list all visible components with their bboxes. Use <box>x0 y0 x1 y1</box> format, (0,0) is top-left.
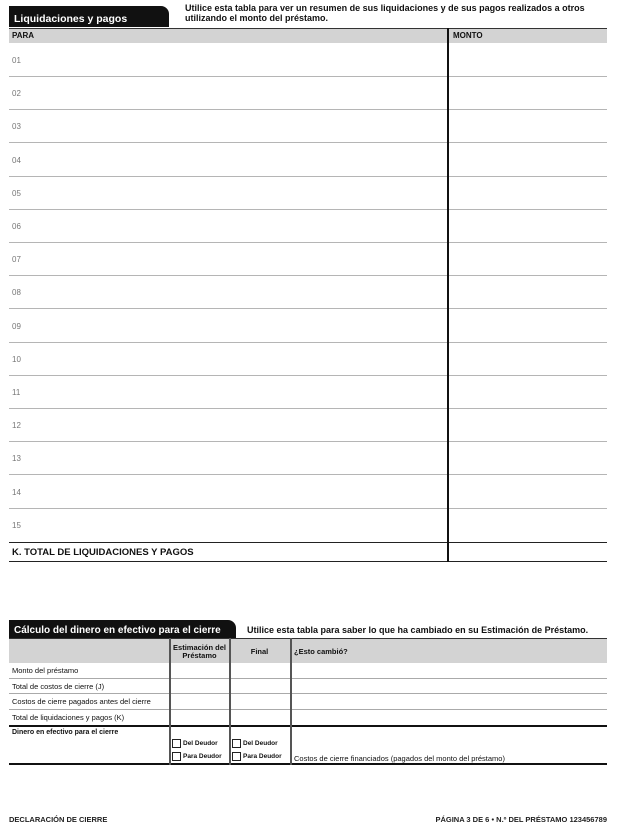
table-row <box>9 144 607 177</box>
table-row <box>9 110 607 143</box>
row-label: Dinero en efectivo para el cierre <box>12 729 119 736</box>
row-number: 05 <box>12 188 21 198</box>
checkbox-label: Del Deudor <box>183 740 218 747</box>
final-del-deudor-checkbox[interactable] <box>232 739 278 748</box>
table-row <box>9 409 607 442</box>
row-number: 12 <box>12 421 21 431</box>
table-row <box>9 476 607 509</box>
section-tab-calculo <box>9 620 236 638</box>
checkbox-icon[interactable] <box>232 752 241 761</box>
row-number: 08 <box>12 288 21 298</box>
table-row <box>9 679 607 695</box>
section-tab-liquidaciones <box>9 6 169 27</box>
dinero-row <box>9 725 607 765</box>
column-divider <box>447 28 449 562</box>
row-number: 07 <box>12 255 21 265</box>
column-divider <box>169 638 171 765</box>
table-row <box>9 509 607 542</box>
table-row <box>9 376 607 409</box>
estimacion-del-deudor-checkbox[interactable] <box>172 739 218 748</box>
table-row <box>9 276 607 309</box>
financed-note: Costos de cierre financiados (pagados del monto del préstamo) <box>294 754 505 763</box>
checkbox-label: Para Deudor <box>183 753 222 760</box>
column-header-cambio: ¿Esto cambió? <box>294 646 348 656</box>
row-label: Total de costos de cierre (J) <box>12 681 105 691</box>
row-number: 06 <box>12 222 21 231</box>
footer-document-title: DECLARACIÓN DE CIERRE <box>9 815 108 824</box>
table-row <box>9 310 607 343</box>
table-row <box>9 694 607 710</box>
column-header-para: PARA <box>12 31 35 40</box>
table-header <box>9 28 607 43</box>
table-row <box>9 44 607 77</box>
table-row <box>9 343 607 376</box>
row-label: Monto del préstamo <box>12 666 79 675</box>
section-title: Liquidaciones y pagos <box>14 13 128 25</box>
table-row <box>9 663 607 679</box>
table-row <box>9 710 607 726</box>
checkbox-label: Del Deudor <box>243 740 278 747</box>
table-row <box>9 243 607 276</box>
row-number: 04 <box>12 155 21 165</box>
column-header-estimacion: Estimación del Préstamo <box>173 642 226 660</box>
table-row <box>9 210 607 243</box>
row-number: 10 <box>12 354 21 364</box>
column-divider <box>229 638 231 765</box>
section-instruction: Utilice esta tabla para ver un resumen de sus liquidaciones y de sus pagos realizados a otros utilizando el monto del préstamo. <box>185 3 585 23</box>
footer-page-info: PÁGINA 3 DE 6 • N.º DEL PRÉSTAMO 123456789 <box>435 815 607 824</box>
row-number: 09 <box>12 321 21 331</box>
checkbox-icon[interactable] <box>172 752 181 761</box>
table-row <box>9 77 607 110</box>
total-row <box>9 542 607 562</box>
row-label: Costos de cierre pagados antes del cierre <box>12 697 151 706</box>
row-number: 02 <box>12 89 21 99</box>
section-title: Cálculo del dinero en efectivo para el cierre <box>14 625 221 636</box>
total-label: K. TOTAL DE LIQUIDACIONES Y PAGOS <box>12 547 194 558</box>
column-divider <box>290 638 292 765</box>
row-label: Total de liquidaciones y pagos (K) <box>12 712 125 722</box>
section-instruction: Utilice esta tabla para saber lo que ha cambiado en su Estimación de Préstamo. <box>247 625 589 635</box>
final-para-deudor-checkbox[interactable] <box>232 752 282 761</box>
table-header <box>9 638 607 663</box>
row-number: 01 <box>12 56 21 65</box>
column-header-final: Final <box>250 646 269 656</box>
row-number: 15 <box>12 520 21 530</box>
checkbox-icon[interactable] <box>232 739 241 748</box>
row-number: 14 <box>12 487 21 497</box>
table-row <box>9 177 607 210</box>
table-row <box>9 442 607 475</box>
row-number: 13 <box>12 454 21 464</box>
row-number: 11 <box>12 388 21 397</box>
column-header-monto: MONTO <box>453 31 483 40</box>
row-number: 03 <box>12 122 21 132</box>
checkbox-label: Para Deudor <box>243 753 282 760</box>
checkbox-icon[interactable] <box>172 739 181 748</box>
estimacion-para-deudor-checkbox[interactable] <box>172 752 222 761</box>
